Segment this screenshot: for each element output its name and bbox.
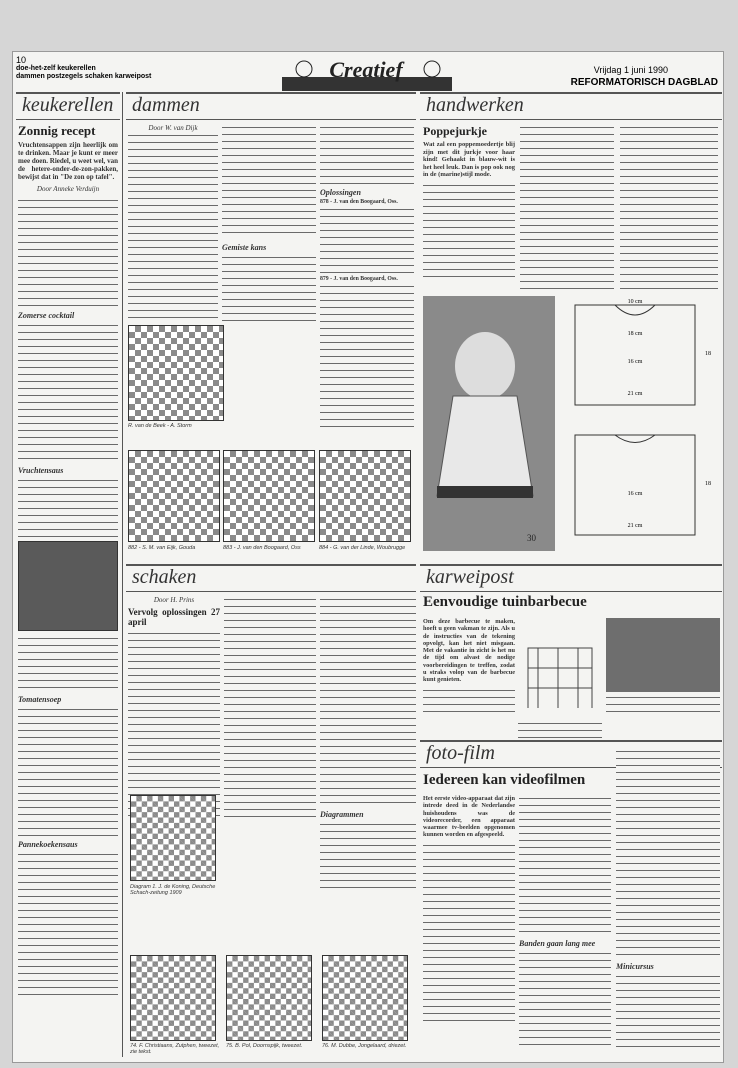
handwerken-col1 xyxy=(423,124,515,324)
draughts-board xyxy=(319,450,411,542)
karweipost-caption xyxy=(606,694,720,718)
body-text xyxy=(222,124,316,239)
subhead: Zomerse cocktail xyxy=(18,311,75,320)
section-head-karweipost: karweipost xyxy=(420,564,722,592)
handwerken-col2 xyxy=(520,124,614,289)
body-text xyxy=(423,842,515,1022)
byline: Door Anneke Verduijn xyxy=(36,185,100,193)
article-intro: Wat zal een poppemoedertje blij zijn met dit jurkje voor haar kind! Gehaakt in blauw-wit is het heel leuk. Dan is pop ook nog in de (marine)stijl mode. xyxy=(423,141,515,178)
board-caption: 882 - S. M. van Eijk, Gouda xyxy=(128,545,196,551)
chess-board xyxy=(130,955,216,1041)
barbecue-photo xyxy=(606,618,720,692)
draughts-board xyxy=(128,325,224,421)
svg-text:Creatief: Creatief xyxy=(329,57,403,82)
svg-text:21 cm: 21 cm xyxy=(627,523,643,529)
article-title: Eenvoudige tuinbarbecue xyxy=(423,594,587,610)
chess-board xyxy=(226,955,312,1041)
body-text xyxy=(620,124,718,289)
byline: Door W. van Dijk xyxy=(148,124,198,132)
schaken-col2 xyxy=(224,596,316,821)
page-header xyxy=(12,55,724,95)
subhead: Oplossingen xyxy=(320,188,361,197)
body-text xyxy=(224,596,316,821)
chess-board xyxy=(130,795,216,881)
body-text xyxy=(18,851,118,1001)
svg-text:10 cm: 10 cm xyxy=(627,299,643,305)
barbecue-drawing xyxy=(518,618,602,718)
draughts-board xyxy=(128,450,220,542)
fotofilm-col2 xyxy=(519,795,611,1055)
section-head-keukerellen: keukerellen xyxy=(16,92,120,120)
article-intro: Het eerste video-apparaat dat zijn intrede deed in de Nederlandse huishoudens was de videorecorder, een apparaat waarmee tv-beelden opgenomen kunnen worden en afgespeeld. xyxy=(423,795,515,839)
article-intro: Om deze barbecue te maken, hoeft u geen vakman te zijn. Als u de instructies van de tekening opvolgt, kan het niet misgaan. Met de vakantie in zicht is het nu de tijd om alvast de nodige voorbereidingen te treffen, zodat u straks volop van de barbecue kunt genieten. xyxy=(423,618,515,684)
keukerellen-article xyxy=(18,124,118,1059)
body-text xyxy=(18,706,118,836)
body-text xyxy=(320,206,414,276)
subhead: Pannekoekensaus xyxy=(18,840,78,849)
body-text xyxy=(519,950,611,1050)
svg-text:21 cm: 21 cm xyxy=(627,391,643,397)
body-text xyxy=(518,720,602,738)
body-text xyxy=(320,124,414,184)
pattern-diagram xyxy=(560,295,720,550)
board-caption: 75. B. Pol, Doornspijk, tweezet. xyxy=(226,1043,303,1049)
body-text xyxy=(423,687,515,717)
article-title: Zonnig recept xyxy=(18,124,96,138)
body-text xyxy=(18,322,118,462)
section-head-handwerken: handwerken xyxy=(420,92,722,120)
schaken-col3 xyxy=(320,596,416,896)
body-text xyxy=(616,973,720,1048)
subhead: Vruchtensaus xyxy=(18,466,64,475)
subhead: Banden gaan lang mee xyxy=(519,939,596,948)
svg-text:16 cm: 16 cm xyxy=(627,359,643,365)
body-text xyxy=(128,630,220,820)
recipe-photo xyxy=(18,541,118,631)
body-text xyxy=(128,132,218,322)
body-text xyxy=(18,477,118,537)
fotofilm-col1 xyxy=(423,795,515,1055)
draughts-board xyxy=(223,450,315,542)
svg-text:18: 18 xyxy=(705,481,711,487)
article-intro: Vruchtensappen zijn heerlijk om te drinken. Maar je kunt er meer mee doen. Riedel, u weet wel, van de hetere-onder-de-zon-pakken, bewijst dat in "De zon op tafel". xyxy=(18,141,118,181)
svg-text:18 cm: 18 cm xyxy=(627,331,643,337)
header-topics: doe-het-zelf keukerellen dammen postzegels schaken karweipost xyxy=(16,65,152,80)
body-text xyxy=(320,283,414,433)
doll-photo xyxy=(423,296,555,551)
karweipost-title-wrap xyxy=(423,594,721,614)
dammen-col3 xyxy=(320,124,414,444)
board-caption: 74. F. Christiaans, Zutphen, tweezet, zie tekst. xyxy=(130,1043,220,1055)
body-text xyxy=(423,182,515,282)
board-caption: 884 - G. van der Linde, Woubrugge xyxy=(319,545,406,551)
karweipost-col1 xyxy=(423,618,515,718)
board-caption: R. van de Beek - A. Storm xyxy=(128,423,192,429)
board-caption: 76. M. Dubbe, Jongelaard, driezet. xyxy=(322,1043,407,1049)
solution-head: 879 - J. van den Boogaard, Oss. xyxy=(320,276,398,282)
creatief-logo xyxy=(274,55,459,93)
body-text xyxy=(320,821,416,891)
karweipost-col2 xyxy=(518,720,602,738)
subhead: Gemiste kans xyxy=(222,243,267,252)
subhead: Minicursus xyxy=(616,962,654,971)
paper-name: REFORMATORISCH DAGBLAD xyxy=(570,77,718,88)
section-head-fotofilm: foto-film xyxy=(420,740,722,768)
handwerken-col3 xyxy=(620,124,718,289)
body-text xyxy=(222,254,316,324)
subhead: Diagrammen xyxy=(320,810,364,819)
body-text xyxy=(519,795,611,935)
svg-text:30: 30 xyxy=(527,533,536,543)
body-text xyxy=(320,596,416,806)
body-text xyxy=(520,124,614,289)
body-text xyxy=(606,694,720,718)
body-text xyxy=(18,635,118,691)
article-title: Vervolg oplossingen 27 april xyxy=(128,607,220,627)
article-title: Poppejurkje xyxy=(423,124,487,138)
svg-text:18: 18 xyxy=(705,351,711,357)
section-head-schaken: schaken xyxy=(126,564,416,592)
body-text xyxy=(616,748,720,958)
page-number: 10 xyxy=(16,55,27,65)
byline: Door H. Prins xyxy=(153,596,195,604)
dammen-col2 xyxy=(222,124,316,324)
svg-text:16 cm: 16 cm xyxy=(627,491,643,497)
body-text xyxy=(18,197,118,307)
solution-head: 878 - J. van den Boogaard, Oss. xyxy=(320,199,398,205)
dammen-col1 xyxy=(128,124,218,324)
chess-board xyxy=(322,955,408,1041)
issue-date: Vrijdag 1 juni 1990 xyxy=(593,65,668,75)
board-caption: 883 - J. van den Boogaard, Oss xyxy=(223,545,301,551)
fotofilm-col3 xyxy=(616,748,720,1058)
article-title: Iedereen kan videofilmen xyxy=(423,772,586,788)
board-caption: Diagram 1. J. de Koning, Deutsche Schach-zeitung 1909 xyxy=(130,884,216,896)
section-head-dammen: dammen xyxy=(126,92,416,120)
subhead: Tomatensoep xyxy=(18,695,62,704)
